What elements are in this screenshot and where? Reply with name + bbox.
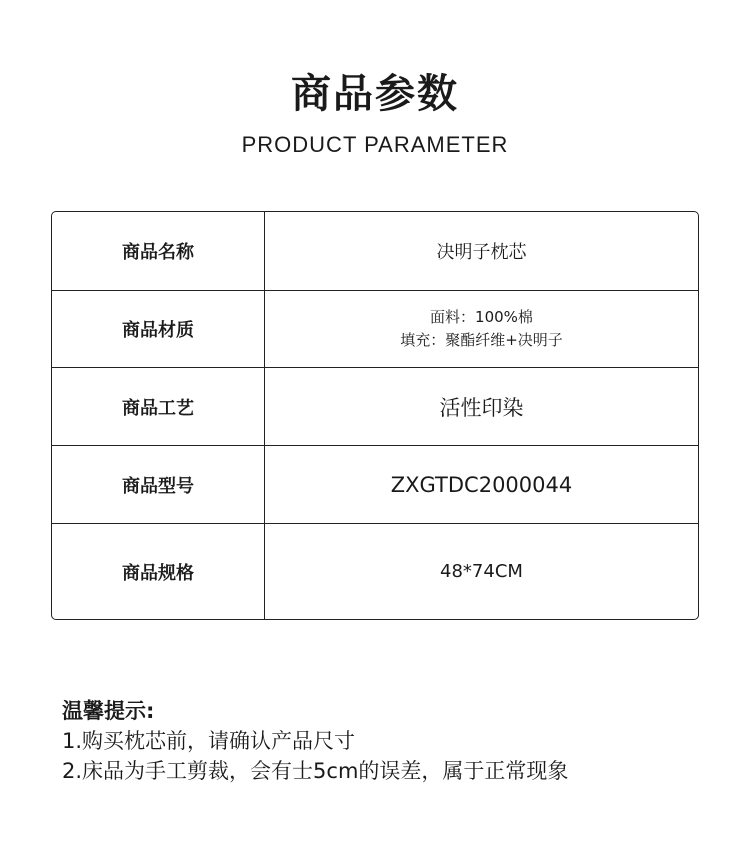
row-value-text: 活性印染 xyxy=(439,395,524,420)
table-row xyxy=(52,523,698,619)
row-label-size: 商品规格 xyxy=(52,524,265,619)
row-value-text: ZXGTDC2000044 xyxy=(390,472,573,497)
tips-line: 2.床品为手工剪裁，会有士5cm的误差，属于正常现象 xyxy=(62,759,569,783)
parameter-table xyxy=(51,211,699,620)
table-row xyxy=(52,367,698,445)
row-label-craft: 商品工艺 xyxy=(52,368,265,445)
row-value-size xyxy=(265,524,698,619)
row-value-name xyxy=(265,212,698,290)
row-value-text: 面料：100%棉 xyxy=(430,308,533,326)
row-label-model: 商品型号 xyxy=(52,446,265,523)
page-subtitle: PRODUCT PARAMETER xyxy=(241,132,509,157)
page-title: 商品参数 xyxy=(291,71,459,117)
row-value-text: 48*74CM xyxy=(440,561,523,582)
row-value-model xyxy=(265,446,698,523)
row-value-craft xyxy=(265,368,698,445)
table-row xyxy=(52,445,698,523)
row-value-text: 决明子枕芯 xyxy=(436,242,527,263)
row-value-text: 填充：聚酯纤维+决明子 xyxy=(400,331,563,349)
tips-section xyxy=(62,696,568,786)
table-row xyxy=(52,290,698,367)
table-row xyxy=(52,212,698,290)
tips-heading: 温馨提示: xyxy=(62,699,155,723)
tips-line: 1.购买枕芯前，请确认产品尺寸 xyxy=(62,729,356,753)
row-value-material xyxy=(265,291,698,367)
row-label-material: 商品材质 xyxy=(52,291,265,367)
row-label-name: 商品名称 xyxy=(52,212,265,290)
